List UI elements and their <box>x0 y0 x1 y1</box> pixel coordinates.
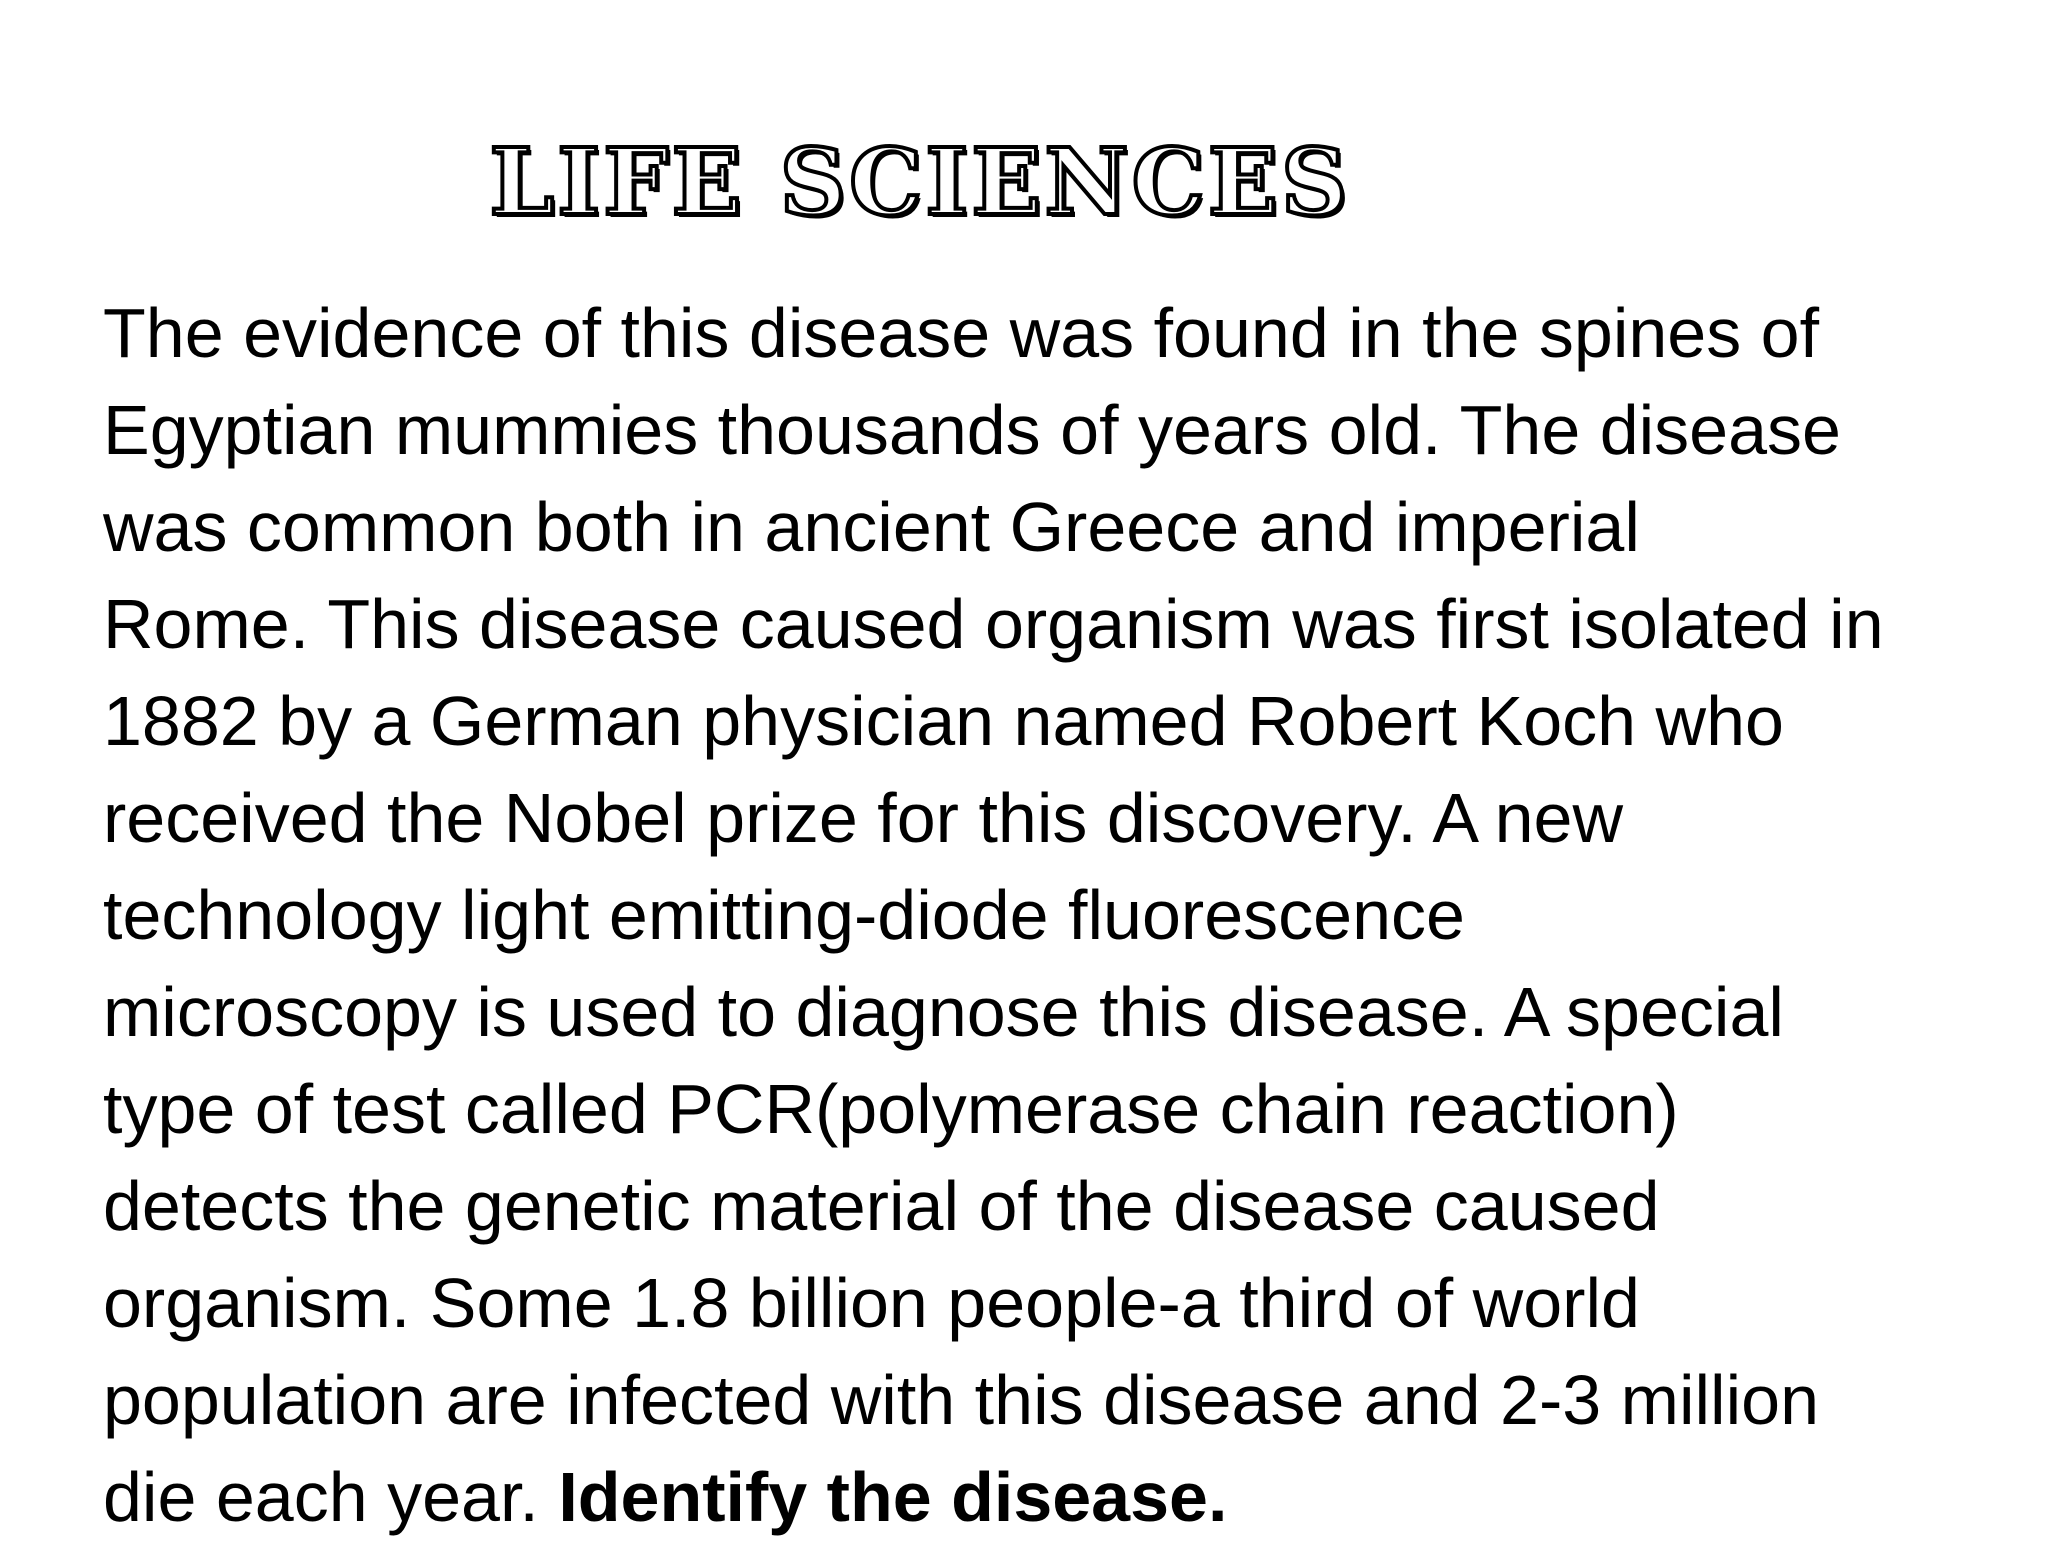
paragraph-line: detects the genetic material of the disease caused <box>103 1167 1660 1245</box>
slide-title: LIFE SCIENCES <box>489 128 1351 236</box>
question-paragraph <box>103 285 1983 1546</box>
paragraph-line: microscopy is used to diagnose this disease. A special <box>103 973 1784 1051</box>
paragraph-line: technology light emitting-diode fluorescence <box>103 876 1465 954</box>
paragraph-line: type of test called PCR(polymerase chain reaction) <box>103 1070 1679 1148</box>
paragraph-line: Rome. This disease caused organism was first isolated in <box>103 585 1884 663</box>
paragraph-last-line <box>103 1449 1983 1546</box>
paragraph-line: Egyptian mummies thousands of years old. The disease <box>103 391 1841 469</box>
paragraph-line: 1882 by a German physician named Robert Koch who <box>103 682 1784 760</box>
paragraph-last-line-text: die each year. <box>103 1458 559 1536</box>
question-prompt: Identify the disease. <box>558 1458 1228 1536</box>
paragraph-line: received the Nobel prize for this discovery. A new <box>103 779 1624 857</box>
paragraph-line: was common both in ancient Greece and imperial <box>103 488 1640 566</box>
paragraph-line: population are infected with this disease and 2-3 million <box>103 1361 1820 1439</box>
paragraph-line: The evidence of this disease was found in the spines of <box>103 294 1820 372</box>
paragraph-line: organism. Some 1.8 billion people-a third of world <box>103 1264 1640 1342</box>
